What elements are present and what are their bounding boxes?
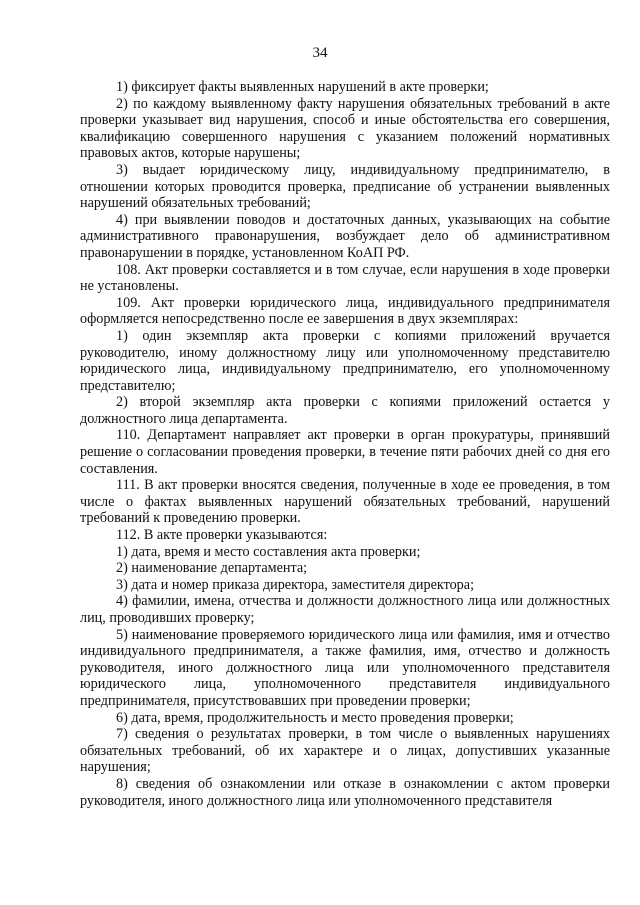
paragraph: 109. Акт проверки юридического лица, индивидуального предпринимателя оформляется непосредственно после ее завершения в двух экземплярах: [80,294,610,328]
paragraph: 110. Департамент направляет акт проверки в орган прокуратуры, принявший решение о согласовании проведения проверки, в течение пяти рабочих дней со дня его составления. [80,427,610,477]
paragraph: 4) фамилии, имена, отчества и должности должностного лица или должностных лиц, проводивших проверку; [80,593,610,626]
paragraph: 1) фиксирует факты выявленных нарушений в акте проверки; [116,79,489,95]
paragraph: 112. В акте проверки указываются: [116,527,328,544]
paragraph: 2) второй экземпляр акта проверки с копиями приложений остается у должностного лица департамента. [80,394,610,427]
paragraph: 7) сведения о результатах проверки, в том числе о выявленных нарушениях обязательных требований, об их характере и о лицах, допустивших указанные нарушения; [80,726,610,776]
paragraph: 1) один экземпляр акта проверки с копиями приложений вручается руководителю, иному должностному лицу или уполномоченному представителю юридического лица, индивидуальному предпринимателю, его уполномоченному представителю; [80,327,610,394]
paragraph: 108. Акт проверки составляется и в том случае, если нарушения в ходе проверки не установлены. [80,261,610,295]
paragraph: 1) дата, время и место составления акта проверки; [116,543,421,560]
paragraph: 111. В акт проверки вносятся сведения, полученные в ходе ее проведения, в том числе о фактах выявленных нарушений обязательных требований, нарушений требований к проведению проверки. [80,477,610,527]
paragraph: 8) сведения об ознакомлении или отказе в ознакомлении с актом проверки руководителя, иного должностного лица или уполномоченного представителя [80,775,610,809]
paragraph: 2) наименование департамента; [116,560,308,577]
paragraph: 2) по каждому выявленному факту нарушения обязательных требований в акте проверки указывает вид нарушения, способ и иные обстоятельства его совершения, квалификацию совершенного нарушения с указанием положений нормативных правовых актов, которые нарушены; [80,95,610,162]
paragraph: 4) при выявлении поводов и достаточных данных, указывающих на событие административного правонарушения, возбуждает дело об административном правонарушении в порядке, установленном КоАП РФ. [80,211,610,261]
paragraph: 3) выдает юридическому лицу, индивидуальному предпринимателю, в отношении которых проводится проверка, предписание об устранении выявленных нарушений обязательных требований; [80,161,610,212]
paragraph: 5) наименование проверяемого юридического лица или фамилия, имя и отчество индивидуального предпринимателя, а также фамилия, имя, отчество и должность руководителя, иного должностного лица или уполномоченного представителя юридического лица, уполномоченного представителя индивидуального предпринимателя, присутствовавших при проведении проверки; [80,626,610,709]
paragraph: 3) дата и номер приказа директора, заместителя директора; [116,576,475,593]
page-number: 34 [312,45,328,61]
document-body [80,79,610,809]
paragraph: 6) дата, время, продолжительность и место проведения проверки; [116,709,514,726]
